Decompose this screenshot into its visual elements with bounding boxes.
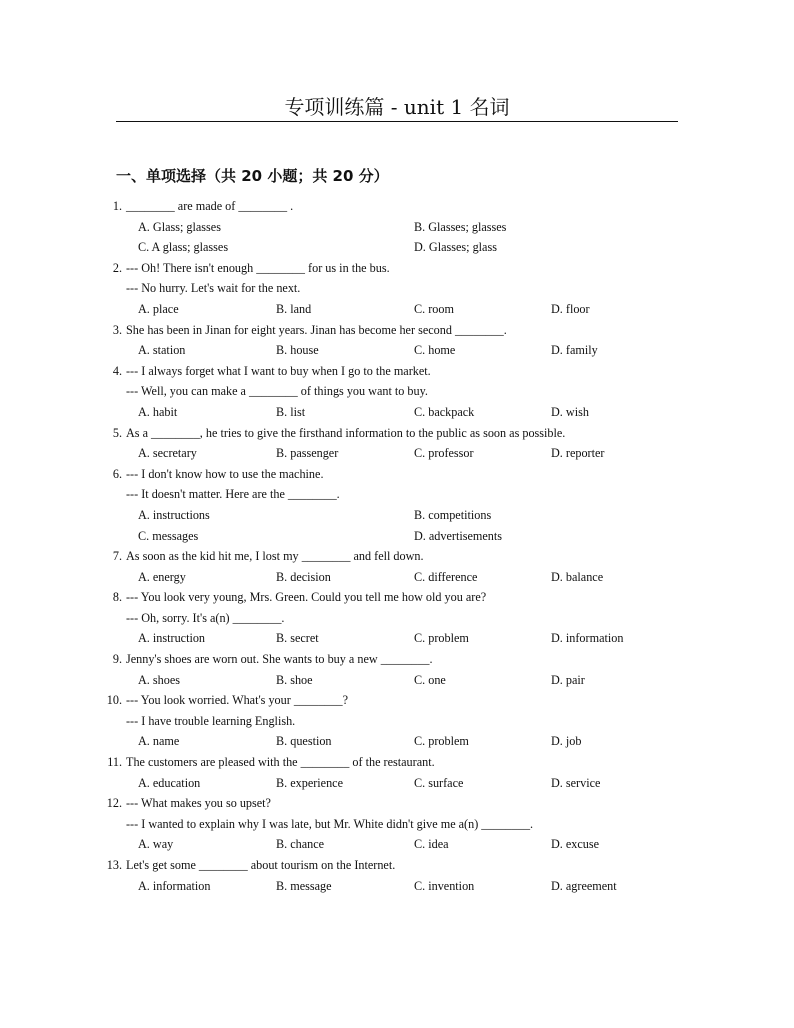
answer-option[interactable]: C. backpack bbox=[414, 404, 475, 419]
question-text: --- Oh, sorry. It's a(n) ________. bbox=[126, 610, 285, 625]
options-row bbox=[0, 670, 794, 691]
question-line bbox=[0, 196, 794, 217]
question-text: --- I have trouble learning English. bbox=[126, 713, 296, 728]
question-list bbox=[0, 196, 794, 896]
question-number: 13. bbox=[106, 858, 122, 872]
answer-option[interactable]: D. floor bbox=[551, 301, 590, 316]
question-text: The customers are pleased with the ________ of the restaurant. bbox=[126, 755, 435, 770]
answer-option[interactable]: C. idea bbox=[414, 837, 449, 852]
options-row bbox=[0, 217, 794, 238]
question-line bbox=[0, 649, 794, 670]
answer-option[interactable]: B. chance bbox=[276, 837, 325, 852]
answer-option[interactable]: B. decision bbox=[276, 569, 331, 584]
answer-option[interactable]: A. habit bbox=[138, 404, 178, 419]
answer-option[interactable]: C. difference bbox=[414, 569, 478, 584]
question-text: --- Well, you can make a ________ of things you want to buy. bbox=[126, 384, 428, 399]
question-number: 7. bbox=[112, 549, 122, 564]
answer-option[interactable]: A. way bbox=[138, 837, 174, 852]
answer-option[interactable]: C. problem bbox=[414, 734, 469, 749]
options-row bbox=[0, 628, 794, 649]
dialogue-line bbox=[0, 278, 794, 299]
question-number: 11. bbox=[107, 755, 122, 770]
answer-option[interactable]: D. advertisements bbox=[414, 528, 502, 543]
answer-option[interactable]: A. energy bbox=[138, 569, 186, 584]
question-item bbox=[0, 587, 794, 649]
question-number: 1. bbox=[112, 199, 122, 213]
question-item bbox=[0, 690, 794, 752]
question-text: She has been in Jinan for eight years. Jinan has become her second ________. bbox=[126, 322, 507, 337]
options-row bbox=[0, 505, 794, 526]
answer-option[interactable]: A. information bbox=[138, 878, 211, 893]
question-text: --- I wanted to explain why I was late, but Mr. White didn't give me a(n) ________. bbox=[126, 816, 534, 831]
question-text: Let's get some ________ about tourism on the Internet. bbox=[126, 858, 396, 872]
answer-option[interactable]: D. agreement bbox=[551, 878, 617, 893]
options-row bbox=[0, 443, 794, 464]
answer-option[interactable]: A. name bbox=[138, 734, 180, 749]
options-row bbox=[0, 567, 794, 588]
question-number: 2. bbox=[112, 260, 122, 275]
question-item bbox=[0, 423, 794, 464]
question-item bbox=[0, 361, 794, 423]
question-item bbox=[0, 752, 794, 793]
options-row bbox=[0, 731, 794, 752]
answer-option[interactable]: D. family bbox=[551, 343, 598, 358]
question-number: 6. bbox=[112, 466, 122, 481]
options-row bbox=[0, 402, 794, 423]
question-line bbox=[0, 855, 794, 876]
answer-option[interactable]: B. question bbox=[276, 734, 332, 749]
answer-option[interactable]: C. problem bbox=[414, 631, 469, 646]
answer-option[interactable]: D. information bbox=[551, 631, 624, 646]
question-text: --- I don't know how to use the machine. bbox=[126, 466, 324, 481]
question-line bbox=[0, 793, 794, 814]
question-item bbox=[0, 464, 794, 546]
question-text: --- You look worried. What's your ________? bbox=[126, 693, 348, 708]
options-row bbox=[0, 340, 794, 361]
answer-option[interactable]: C. invention bbox=[414, 878, 475, 893]
question-text: --- Oh! There isn't enough ________ for us in the bus. bbox=[126, 260, 390, 275]
dialogue-line bbox=[0, 608, 794, 629]
question-line bbox=[0, 320, 794, 341]
question-line bbox=[0, 752, 794, 773]
options-row bbox=[0, 299, 794, 320]
options-row bbox=[0, 876, 794, 897]
answer-option[interactable]: B. Glasses; glasses bbox=[414, 219, 507, 234]
answer-option[interactable]: D. excuse bbox=[551, 837, 600, 852]
answer-option[interactable]: D. job bbox=[551, 734, 582, 749]
question-number: 9. bbox=[112, 652, 122, 667]
options-row bbox=[0, 237, 794, 258]
answer-option[interactable]: A. Glass; glasses bbox=[138, 219, 221, 234]
answer-option[interactable]: B. list bbox=[276, 404, 306, 419]
question-text: --- You look very young, Mrs. Green. Could you tell me how old you are? bbox=[126, 590, 487, 605]
question-item bbox=[0, 320, 794, 361]
answer-option[interactable]: B. secret bbox=[276, 631, 319, 646]
question-text: As a ________, he tries to give the firsthand information to the public as soon as possible. bbox=[126, 425, 566, 440]
question-number: 10. bbox=[106, 693, 122, 708]
answer-option[interactable]: B. passenger bbox=[276, 446, 339, 461]
answer-option[interactable]: C. A glass; glasses bbox=[138, 240, 229, 255]
question-item bbox=[0, 855, 794, 896]
answer-option[interactable]: C. surface bbox=[414, 775, 464, 790]
answer-option[interactable]: A. secretary bbox=[138, 446, 197, 461]
answer-option[interactable]: C. home bbox=[414, 343, 456, 358]
question-line bbox=[0, 690, 794, 711]
question-text: --- What makes you so upset? bbox=[126, 796, 271, 811]
title-divider bbox=[116, 121, 678, 122]
answer-option[interactable]: C. professor bbox=[414, 446, 474, 461]
question-item bbox=[0, 546, 794, 587]
options-row bbox=[0, 526, 794, 547]
page-title: 专项训练篇 - unit 1 名词 bbox=[284, 95, 510, 119]
answer-option[interactable]: D. Glasses; glass bbox=[414, 240, 497, 255]
question-item bbox=[0, 793, 794, 855]
answer-option[interactable]: B. message bbox=[276, 878, 332, 893]
answer-option[interactable]: D. pair bbox=[551, 672, 585, 687]
question-line bbox=[0, 546, 794, 567]
answer-option[interactable]: C. messages bbox=[138, 528, 199, 543]
answer-option[interactable]: A. place bbox=[138, 301, 179, 316]
answer-option[interactable]: B. land bbox=[276, 301, 312, 316]
options-row bbox=[0, 834, 794, 855]
answer-option[interactable]: C. room bbox=[414, 301, 454, 316]
answer-option[interactable]: D. reporter bbox=[551, 446, 605, 461]
question-line bbox=[0, 587, 794, 608]
answer-option[interactable]: D. wish bbox=[551, 404, 589, 419]
question-text: --- It doesn't matter. Here are the ________. bbox=[126, 487, 340, 502]
dialogue-line bbox=[0, 814, 794, 835]
question-text: --- I always forget what I want to buy when I go to the market. bbox=[126, 363, 431, 378]
answer-option[interactable]: A. education bbox=[138, 775, 201, 790]
question-number: 4. bbox=[112, 363, 122, 378]
question-number: 5. bbox=[112, 425, 122, 440]
answer-option[interactable]: D. balance bbox=[551, 569, 604, 584]
dialogue-line bbox=[0, 381, 794, 402]
question-item bbox=[0, 196, 794, 258]
answer-option[interactable]: A. station bbox=[138, 343, 186, 358]
question-text: Jenny's shoes are worn out. She wants to buy a new ________. bbox=[126, 652, 433, 667]
answer-option[interactable]: B. experience bbox=[276, 775, 343, 790]
answer-option[interactable]: C. one bbox=[414, 672, 446, 687]
question-line bbox=[0, 464, 794, 485]
question-number: 3. bbox=[112, 322, 122, 337]
answer-option[interactable]: B. shoe bbox=[276, 672, 313, 687]
question-line bbox=[0, 361, 794, 382]
question-item bbox=[0, 649, 794, 690]
options-row bbox=[0, 773, 794, 794]
answer-option[interactable]: D. service bbox=[551, 775, 601, 790]
answer-option[interactable]: A. instruction bbox=[138, 631, 206, 646]
dialogue-line bbox=[0, 484, 794, 505]
question-line bbox=[0, 423, 794, 444]
answer-option[interactable]: A. instructions bbox=[138, 507, 210, 522]
section-heading: 一、单项选择（共 20 小题；共 20 分） bbox=[116, 167, 389, 185]
question-text: ________ are made of ________ . bbox=[126, 199, 294, 213]
question-number: 12. bbox=[106, 796, 122, 811]
question-line bbox=[0, 258, 794, 279]
answer-option[interactable]: A. shoes bbox=[138, 672, 180, 687]
answer-option[interactable]: B. competitions bbox=[414, 507, 492, 522]
question-number: 8. bbox=[112, 590, 122, 605]
dialogue-line bbox=[0, 711, 794, 732]
question-text: As soon as the kid hit me, I lost my ________ and fell down. bbox=[126, 549, 424, 564]
question-text: --- No hurry. Let's wait for the next. bbox=[126, 281, 301, 296]
answer-option[interactable]: B. house bbox=[276, 343, 319, 358]
question-item bbox=[0, 258, 794, 320]
